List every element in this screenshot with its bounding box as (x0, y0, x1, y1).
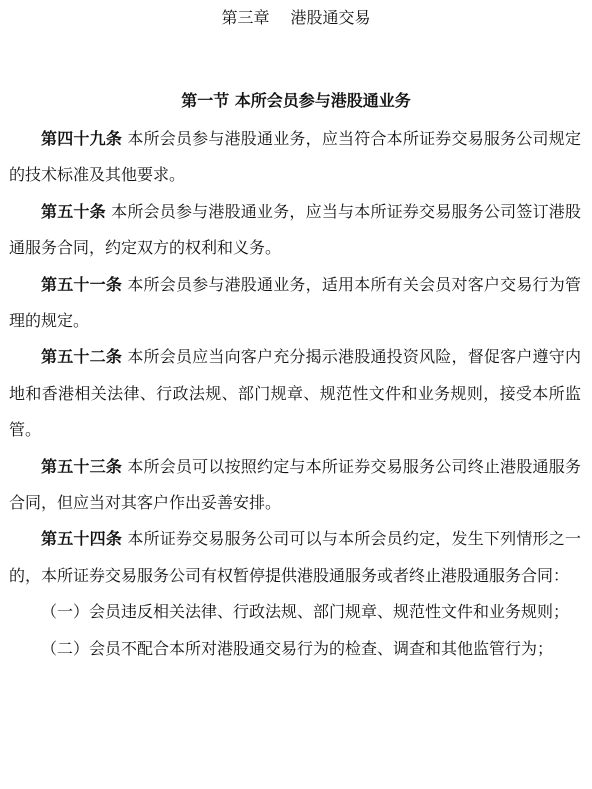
article-53 (9, 449, 581, 522)
article-50 (9, 194, 581, 267)
article-number: 第四十九条 (41, 129, 123, 148)
article-51 (9, 267, 581, 340)
article-number: 第五十二条 (41, 347, 123, 367)
article-text: 本所证券交易服务公司可以与本所会员约定，发生下列情形之一的，本所证券交易服务公司有权暂停提供港股通服务或者终止港股通服务合同： (9, 529, 581, 585)
section-title: 第一节 本所会员参与港股通业务 (181, 91, 411, 110)
article-number: 第五十一条 (41, 274, 123, 294)
article-number: 第五十三条 (41, 456, 123, 476)
document-body (9, 121, 581, 667)
article-text: 本所会员参与港股通业务，适用本所有关会员对客户交易行为管理的规定。 (9, 274, 581, 331)
article-54 (9, 521, 581, 594)
article-text: 本所会员应当向客户充分揭示港股通投资风险，督促客户遵守内地和香港相关法律、行政法规、部门规章、规范性文件和业务规则，接受本所监管。 (9, 347, 581, 440)
list-item-1: （一）会员违反相关法律、行政法规、部门规章、规范性文件和业务规则； (41, 602, 570, 622)
article-text: 本所会员参与港股通业务，应当与本所证券交易服务公司签订港股通服务合同，约定双方的权利和义务。 (9, 201, 581, 258)
chapter-title: 第三章 港股通交易 (221, 8, 371, 27)
article-49 (9, 121, 581, 194)
article-number: 第五十条 (41, 201, 106, 221)
article-number: 第五十四条 (41, 529, 123, 549)
article-text: 本所会员参与港股通业务，应当符合本所证券交易服务公司规定的技术标准及其他要求。 (9, 129, 581, 185)
article-52 (9, 339, 581, 448)
list-item-2: （二）会员不配合本所对港股通交易行为的检查、调查和其他监管行为； (41, 638, 554, 658)
article-text: 本所会员可以按照约定与本所证券交易服务公司终止港股通服务合同，但应当对其客户作出妥善安排。 (9, 456, 581, 513)
